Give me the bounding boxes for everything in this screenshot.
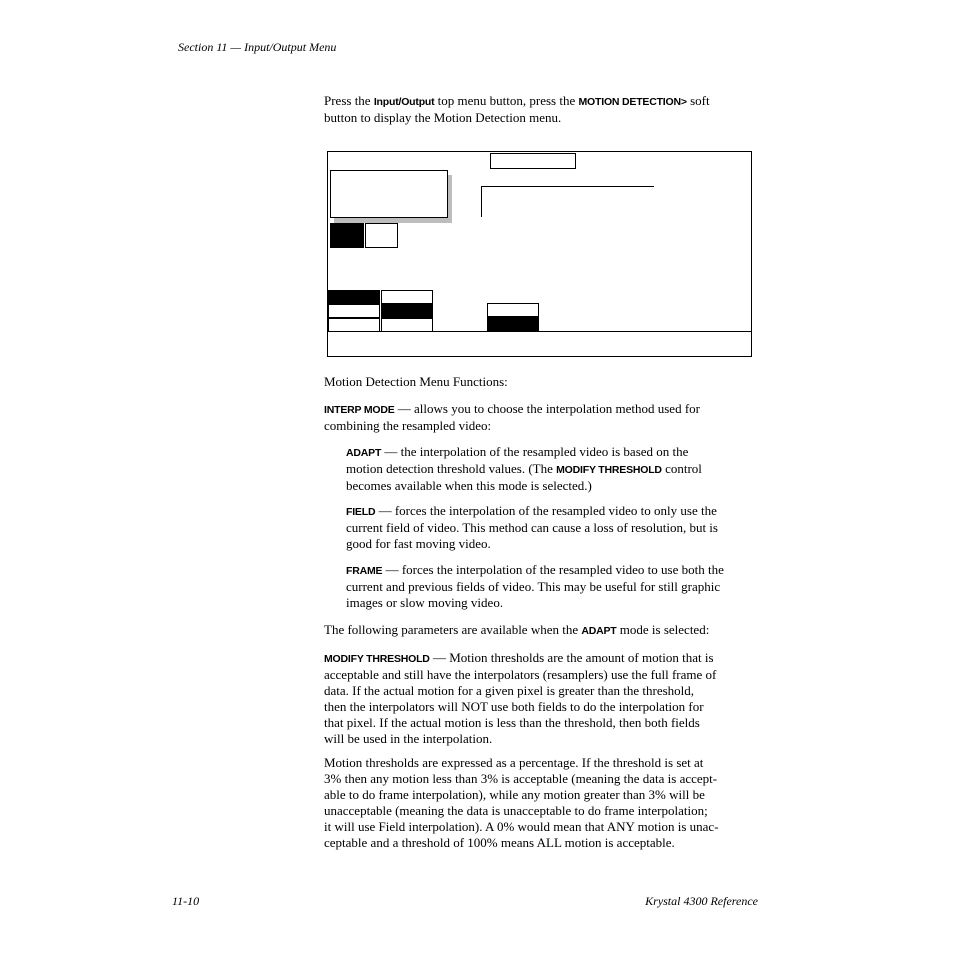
motion-detection-keyword: MOTION DETECTION> [578,96,687,108]
adapt-text: — the interpolation of the resampled video is based on the [381,444,689,459]
frame-line: images or slow moving video. [346,595,504,610]
field-text: — forces the interpolation of the resampled video to only use the [375,503,717,518]
params-text: The following parameters are available when the [324,622,582,637]
menu-title-box [490,153,576,169]
soft-button-col2-bottom[interactable] [381,318,433,332]
interp-mode-paragraph [324,401,764,434]
toggle-button-on[interactable] [330,223,364,248]
modify-line: data. If the actual motion for a given pixel is greater than the threshold, [324,683,695,698]
soft-button-col1-top[interactable] [328,290,380,304]
adapt-text: motion detection threshold values. (The [346,461,557,476]
modify-line: will be used in the interpolation. [324,731,493,746]
intro-paragraph [324,93,764,126]
field-keyword: FIELD [346,506,376,518]
modify-line: that pixel. If the actual motion is less than the threshold, then both fields [324,715,700,730]
field-paragraph [346,503,766,552]
interp-line: combining the resampled video: [324,418,492,433]
modify-line: acceptable and still have the interpolators (resamplers) use the full frame of [324,667,717,682]
connector-line-horizontal [481,186,654,187]
thresholds-line: 3% then any motion less than 3% is acceptable (meaning the data is accept- [324,771,718,786]
thresholds-line: ceptable and a threshold of 100% means ALL motion is acceptable. [324,835,675,850]
soft-button-col3-top[interactable] [487,303,539,317]
modify-threshold-keyword: MODIFY THRESHOLD [324,653,430,665]
params-paragraph [324,622,764,639]
modify-threshold-keyword: MODIFY THRESHOLD [556,464,662,476]
adapt-text: control [661,461,702,476]
menu-screen-diagram [327,151,752,357]
soft-button-col1-bottom[interactable] [328,318,380,332]
field-line: current field of video. This method can cause a loss of resolution, but is [346,520,718,535]
intro-text: top menu button, press the [434,93,579,108]
adapt-keyword: ADAPT [346,447,382,459]
interp-text: — allows you to choose the interpolation method used for [394,401,700,416]
intro-line: button to display the Motion Detection menu. [324,110,562,125]
thresholds-paragraph [324,755,764,851]
page-header: Section 11 — Input/Output Menu [178,40,337,54]
modify-threshold-paragraph [324,650,764,747]
connector-line-vertical [481,186,482,217]
frame-line: current and previous fields of video. This may be useful for still graphic [346,579,721,594]
thresholds-line: Motion thresholds are expressed as a percentage. If the threshold is set at [324,755,704,770]
status-strip-divider [328,331,751,332]
functions-heading: Motion Detection Menu Functions: [324,374,508,389]
adapt-line: becomes available when this mode is selected.) [346,478,592,493]
modify-line: then the interpolators will NOT use both fields to do the interpolation for [324,699,704,714]
modify-text: — Motion thresholds are the amount of motion that is [429,650,714,665]
display-panel [330,170,448,218]
frame-keyword: FRAME [346,565,383,577]
interp-mode-keyword: INTERP MODE [324,404,395,416]
soft-button-col2-top[interactable] [381,290,433,304]
input-output-keyword: Input/Output [373,96,435,108]
thresholds-line: unacceptable (meaning the data is unacceptable to do frame interpolation; [324,803,708,818]
document-title: Krystal 4300 Reference [645,894,758,908]
adapt-paragraph [346,444,766,494]
thresholds-line: able to do frame interpolation), while any motion greater than 3% will be [324,787,705,802]
field-line: good for fast moving video. [346,536,491,551]
adapt-keyword: ADAPT [581,625,617,637]
soft-button-col3-bottom[interactable] [487,317,539,331]
intro-text: soft [686,93,710,108]
thresholds-line: it will use Field interpolation). A 0% would mean that ANY motion is unac- [324,819,719,834]
frame-paragraph [346,562,766,611]
page-number: 11-10 [172,894,200,908]
toggle-button-off[interactable] [365,223,398,248]
frame-text: — forces the interpolation of the resampled video to use both the [382,562,724,577]
params-text: mode is selected: [616,622,710,637]
soft-button-col2-mid[interactable] [381,304,433,318]
soft-button-col1-mid[interactable] [328,304,380,318]
intro-text: Press the [324,93,374,108]
